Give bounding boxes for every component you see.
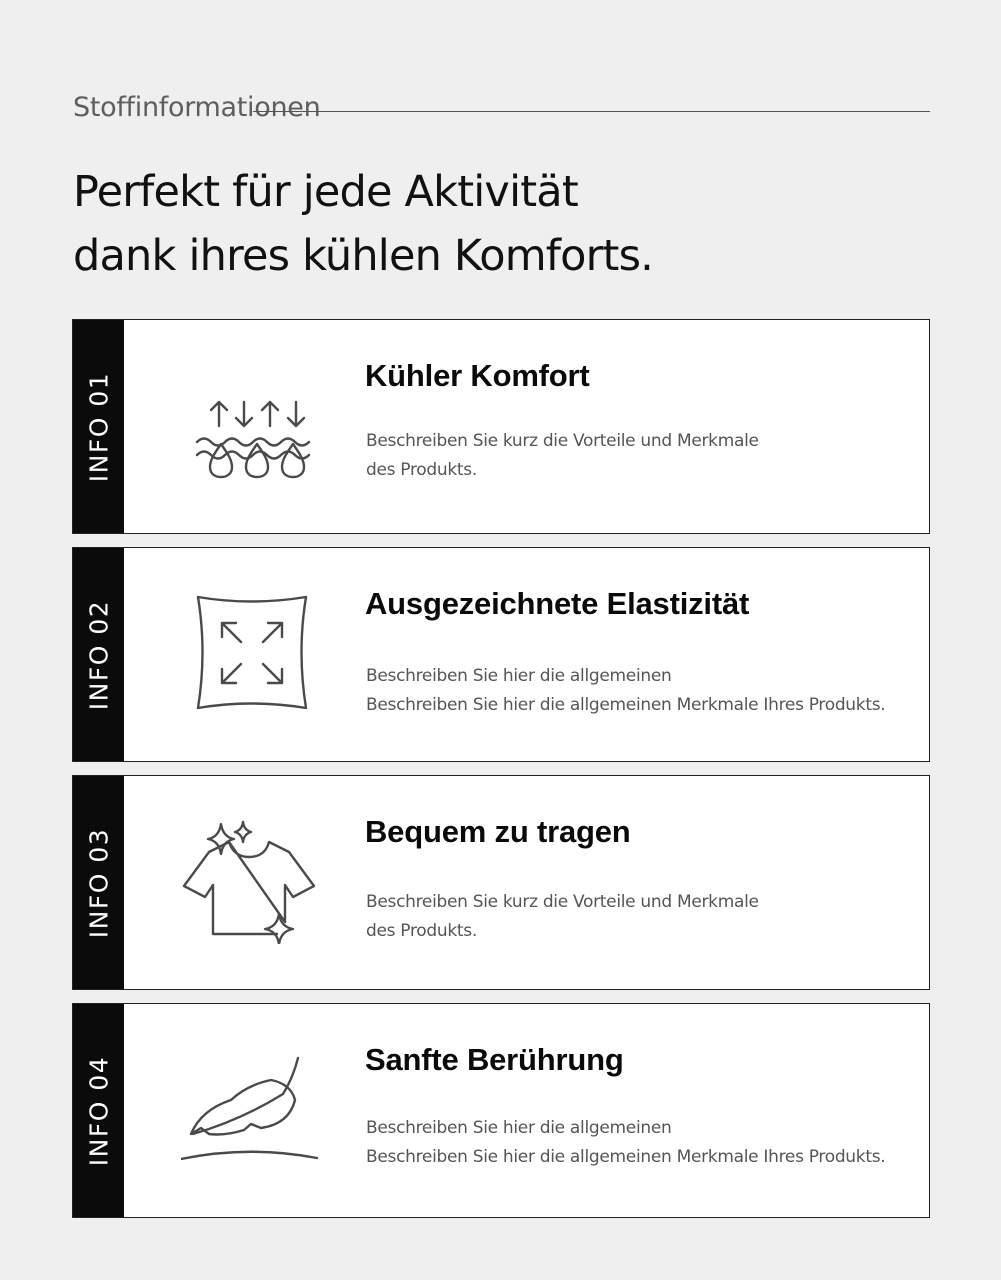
info-card-2 — [72, 547, 930, 762]
clean-tshirt-icon — [181, 804, 321, 944]
soft-feather-icon — [181, 1032, 321, 1172]
card-description-line-2: des Produkts. — [366, 460, 477, 480]
card-description-line-2: des Produkts. — [366, 921, 477, 941]
section-header — [73, 88, 930, 128]
page-headline — [73, 160, 833, 288]
card-description-line-1: Beschreiben Sie kurz die Vorteile und Merkmale — [366, 431, 759, 451]
card-title: Ausgezeichnete Elastizität — [365, 586, 750, 621]
info-card-1 — [72, 319, 930, 534]
card-description-line-2: Beschreiben Sie hier die allgemeinen Merkmale Ihres Produkts. — [366, 1147, 886, 1167]
card-description — [366, 662, 885, 720]
card-title: Bequem zu tragen — [365, 814, 631, 849]
card-title: Sanfte Berührung — [365, 1042, 624, 1077]
section-label: Stoffinformationen — [73, 92, 321, 123]
info-tab-label: INFO 02 — [84, 599, 113, 710]
info-tab — [73, 548, 124, 761]
info-tab — [73, 320, 124, 533]
info-card-3 — [72, 775, 930, 990]
headline-line-2: dank ihres kühlen Komforts. — [73, 231, 654, 281]
info-tab — [73, 1004, 124, 1217]
card-description-line-2: Beschreiben Sie hier die allgemeinen Merkmale Ihres Produkts. — [366, 695, 886, 715]
headline-line-1: Perfekt für jede Aktivität — [73, 167, 578, 217]
card-description — [366, 888, 759, 946]
info-tab-label: INFO 04 — [84, 1055, 113, 1166]
info-card-4 — [72, 1003, 930, 1218]
info-tab-label: INFO 03 — [84, 827, 113, 938]
card-description-line-1: Beschreiben Sie kurz die Vorteile und Merkmale — [366, 892, 759, 912]
card-description-line-1: Beschreiben Sie hier die allgemeinen — [366, 666, 672, 686]
breathable-fabric-icon — [181, 348, 321, 488]
card-description — [366, 427, 759, 485]
card-description-line-1: Beschreiben Sie hier die allgemeinen — [366, 1118, 672, 1138]
section-divider — [253, 111, 930, 112]
info-tab-label: INFO 01 — [84, 371, 113, 482]
stretch-fabric-icon — [181, 576, 321, 716]
card-description — [366, 1114, 885, 1172]
info-tab — [73, 776, 124, 989]
card-title: Kühler Komfort — [365, 358, 590, 393]
